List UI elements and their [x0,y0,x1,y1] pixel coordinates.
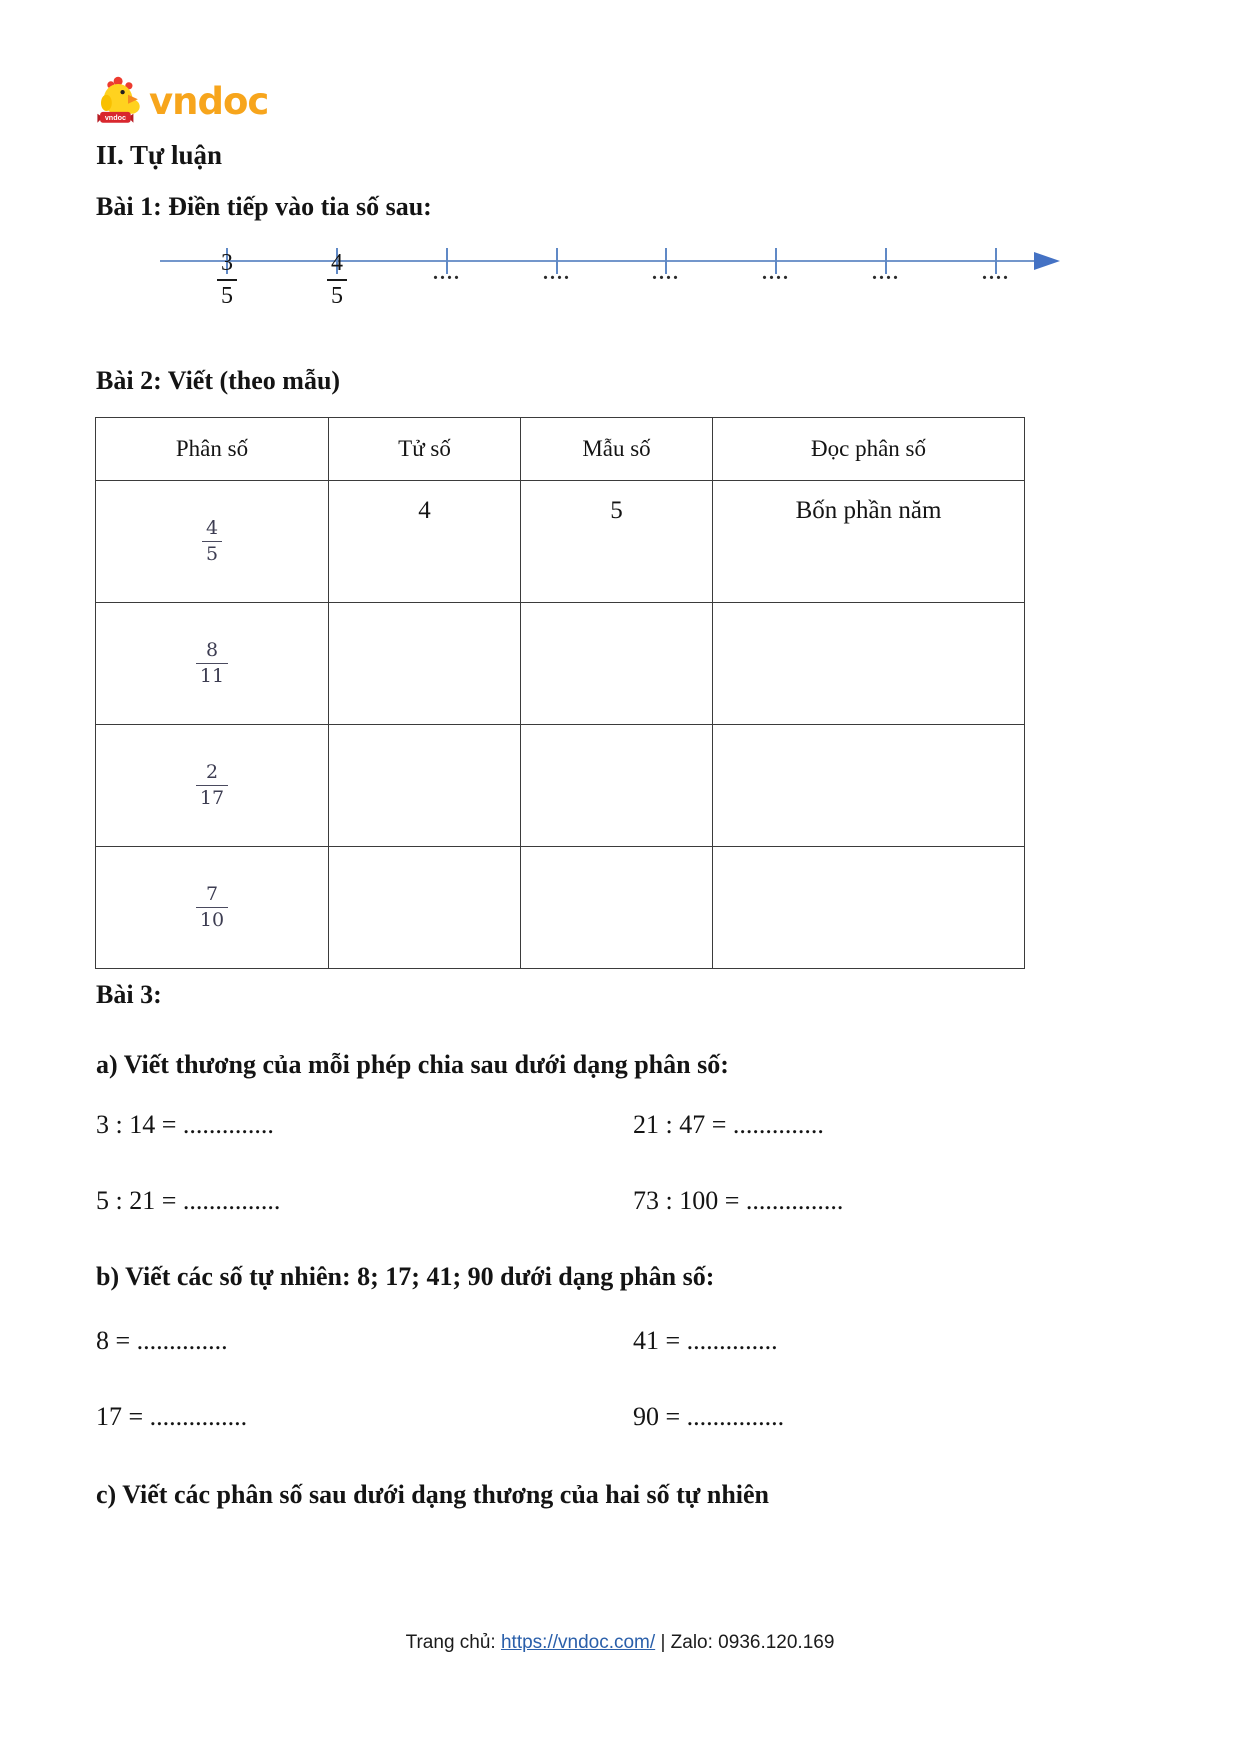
chicken-mascot-icon [92,74,146,130]
dots-label: .... [433,262,461,284]
header-phan-so: Phân số [96,418,329,481]
logo-banner-text: vndoc [104,113,126,122]
bai3b-equations [96,1326,784,1478]
tu-so-cell: 4 [329,481,521,603]
bai2-heading: Bài 2: Viết (theo mẫu) [96,366,341,395]
doc-phan-so-cell: Bốn phần năm [713,481,1025,603]
tu-so-cell [329,847,521,969]
equation-item: 8 = .............. [96,1326,228,1355]
mau-so-cell [521,603,713,725]
doc-phan-so-cell [713,603,1025,725]
mau-so-cell: 5 [521,481,713,603]
footer-home-label: Trang chủ: [405,1632,496,1653]
table-row [96,481,1025,603]
equation-item: 3 : 14 = .............. [96,1110,274,1139]
dots-label: .... [982,262,1010,284]
bai3c-heading: c) Viết các phân số sau dưới dạng thương của hai số tự nhiên [96,1480,770,1509]
tu-so-cell [329,725,521,847]
table-header-row [96,418,1025,481]
header-doc-phan-so: Đọc phân số [713,418,1025,481]
table-row [96,603,1025,725]
bai2-table [95,417,1025,969]
bai3a-heading: a) Viết thương của mỗi phép chia sau dưới dạng phân số: [96,1050,729,1079]
footer-zalo-label: | Zalo: 0936.120.169 [660,1632,835,1653]
equation-item: 21 : 47 = .............. [633,1110,824,1139]
equation-item: 5 : 21 = ............... [96,1186,281,1215]
fraction-cell: $\frac{7}{10}$ [96,847,329,969]
equation-item: 17 = ............... [96,1402,248,1431]
section-heading: II. Tự luận [96,140,223,170]
fraction-cell: $\frac{2}{17}$ [96,725,329,847]
page-footer [0,1632,1240,1654]
tu-so-cell [329,603,521,725]
mau-so-cell [521,847,713,969]
bai1-heading: Bài 1: Điền tiếp vào tia số sau: [96,192,432,221]
table-row [96,725,1025,847]
doc-phan-so-cell [713,725,1025,847]
dots-label: .... [872,262,900,284]
bai3-heading: Bài 3: [96,980,162,1009]
equation-item: 73 : 100 = ............... [633,1186,844,1215]
bai3b-heading: b) Viết các số tự nhiên: 8; 17; 41; 90 dưới dạng phân số: [96,1262,715,1291]
table-row [96,847,1025,969]
fraction-cell: $\frac{8}{11}$ [96,603,329,725]
header-mau-so: Mẫu số [521,418,713,481]
fraction-label: $\frac{4}{5}$ [327,250,347,310]
dots-label: .... [543,262,571,284]
bai3a-equations [96,1110,843,1262]
vndoc-logo [92,74,268,130]
number-line-labels [0,250,1240,330]
vndoc-wordmark: vndoc [149,80,269,123]
dots-label: .... [652,262,680,284]
header-tu-so: Tử số [329,418,521,481]
equation-item: 41 = .............. [633,1326,778,1355]
doc-phan-so-cell [713,847,1025,969]
mau-so-cell [521,725,713,847]
fraction-cell: $\frac{4}{5}$ [96,481,329,603]
fraction-label: $\frac{3}{5}$ [217,250,237,310]
footer-home-link[interactable]: https://vndoc.com/ [500,1632,656,1653]
equation-item: 90 = ............... [633,1402,785,1431]
dots-label: .... [762,262,790,284]
